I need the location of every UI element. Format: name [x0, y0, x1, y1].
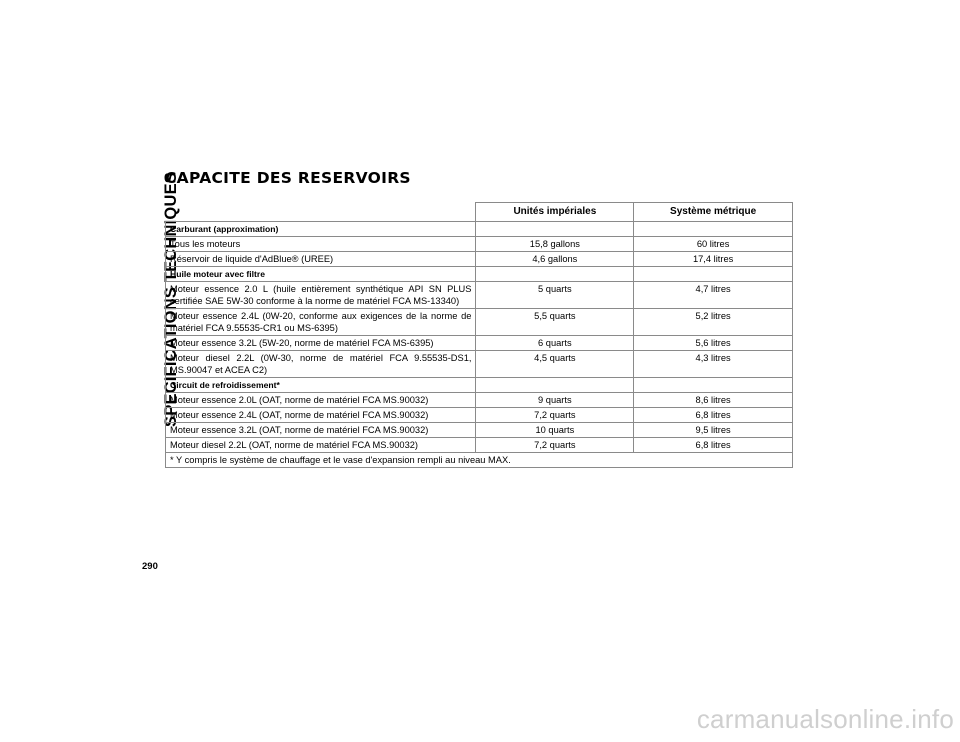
imperial-value: 6 quarts: [476, 336, 634, 351]
metric-value: 4,3 litres: [634, 351, 793, 378]
row-label: Réservoir de liquide d'AdBlue® (UREE): [166, 252, 476, 267]
imperial-value: 7,2 quarts: [476, 408, 634, 423]
metric-value: 4,7 litres: [634, 282, 793, 309]
header-metric: Système métrique: [634, 203, 793, 222]
table-row: [166, 336, 793, 351]
table-section-row: [166, 222, 793, 237]
table-row: [166, 408, 793, 423]
metric-value: 60 litres: [634, 237, 793, 252]
section-label: Huile moteur avec filtre: [166, 267, 476, 282]
imperial-value: 7,2 quarts: [476, 438, 634, 453]
imperial-value: 15,8 gallons: [476, 237, 634, 252]
metric-value: 5,6 litres: [634, 336, 793, 351]
metric-value: 6,8 litres: [634, 408, 793, 423]
imperial-value: 4,5 quarts: [476, 351, 634, 378]
metric-value: 6,8 litres: [634, 438, 793, 453]
table-row: [166, 423, 793, 438]
imperial-value: 9 quarts: [476, 393, 634, 408]
table-row: [166, 438, 793, 453]
row-label: Moteur essence 2.4L (0W-20, conforme aux exigences de la norme de matériel FCA 9.55535-CR1 ou MS-6395): [166, 309, 476, 336]
row-label: Moteur essence 3.2L (OAT, norme de matériel FCA MS.90032): [166, 423, 476, 438]
metric-value: 8,6 litres: [634, 393, 793, 408]
section-empty-metric: [634, 267, 793, 282]
capacity-table: [165, 202, 793, 468]
footnote: * Y compris le système de chauffage et le vase d'expansion rempli au niveau MAX.: [166, 453, 793, 468]
table-header-row: [166, 203, 793, 222]
section-empty-imperial: [476, 267, 634, 282]
table-row: [166, 282, 793, 309]
table-row: [166, 237, 793, 252]
metric-value: 9,5 litres: [634, 423, 793, 438]
row-label: Tous les moteurs: [166, 237, 476, 252]
table-footnote-row: [166, 453, 793, 468]
row-label: Moteur essence 2.0 L (huile entièrement synthétique API SN PLUS certifiée SAE 5W-30 conforme à la norme de matériel FCA MS-13340): [166, 282, 476, 309]
table-section-row: [166, 378, 793, 393]
side-section-title-text: SPECIFICATIONS TECHNIQUES: [162, 172, 180, 427]
row-label: Moteur essence 2.4L (OAT, norme de matériel FCA MS.90032): [166, 408, 476, 423]
row-label: Moteur diesel 2.2L (OAT, norme de matériel FCA MS.90032): [166, 438, 476, 453]
section-label: Carburant (approximation): [166, 222, 476, 237]
imperial-value: 5 quarts: [476, 282, 634, 309]
metric-value: 5,2 litres: [634, 309, 793, 336]
metric-value: 17,4 litres: [634, 252, 793, 267]
section-label: Circuit de refroidissement*: [166, 378, 476, 393]
imperial-value: 10 quarts: [476, 423, 634, 438]
section-empty-metric: [634, 222, 793, 237]
header-imperial: Unités impériales: [476, 203, 634, 222]
section-empty-imperial: [476, 222, 634, 237]
watermark: carmanualsonline.info: [696, 704, 954, 734]
table-row: [166, 252, 793, 267]
table-section-row: [166, 267, 793, 282]
table-row: [166, 393, 793, 408]
imperial-value: 5,5 quarts: [476, 309, 634, 336]
section-empty-metric: [634, 378, 793, 393]
table-body: [166, 222, 793, 468]
page-title: CAPACITE DES RESERVOIRS: [165, 169, 411, 187]
imperial-value: 4,6 gallons: [476, 252, 634, 267]
side-section-title: [138, 172, 180, 542]
page-number: 290: [142, 561, 158, 572]
row-label: Moteur diesel 2.2L (0W-30, norme de matériel FCA 9.55535-DS1, MS.90047 et ACEA C2): [166, 351, 476, 378]
header-blank: [166, 203, 476, 222]
table-row: [166, 351, 793, 378]
section-empty-imperial: [476, 378, 634, 393]
row-label: Moteur essence 3.2L (5W-20, norme de matériel FCA MS-6395): [166, 336, 476, 351]
row-label: Moteur essence 2.0L (OAT, norme de matériel FCA MS.90032): [166, 393, 476, 408]
table-row: [166, 309, 793, 336]
